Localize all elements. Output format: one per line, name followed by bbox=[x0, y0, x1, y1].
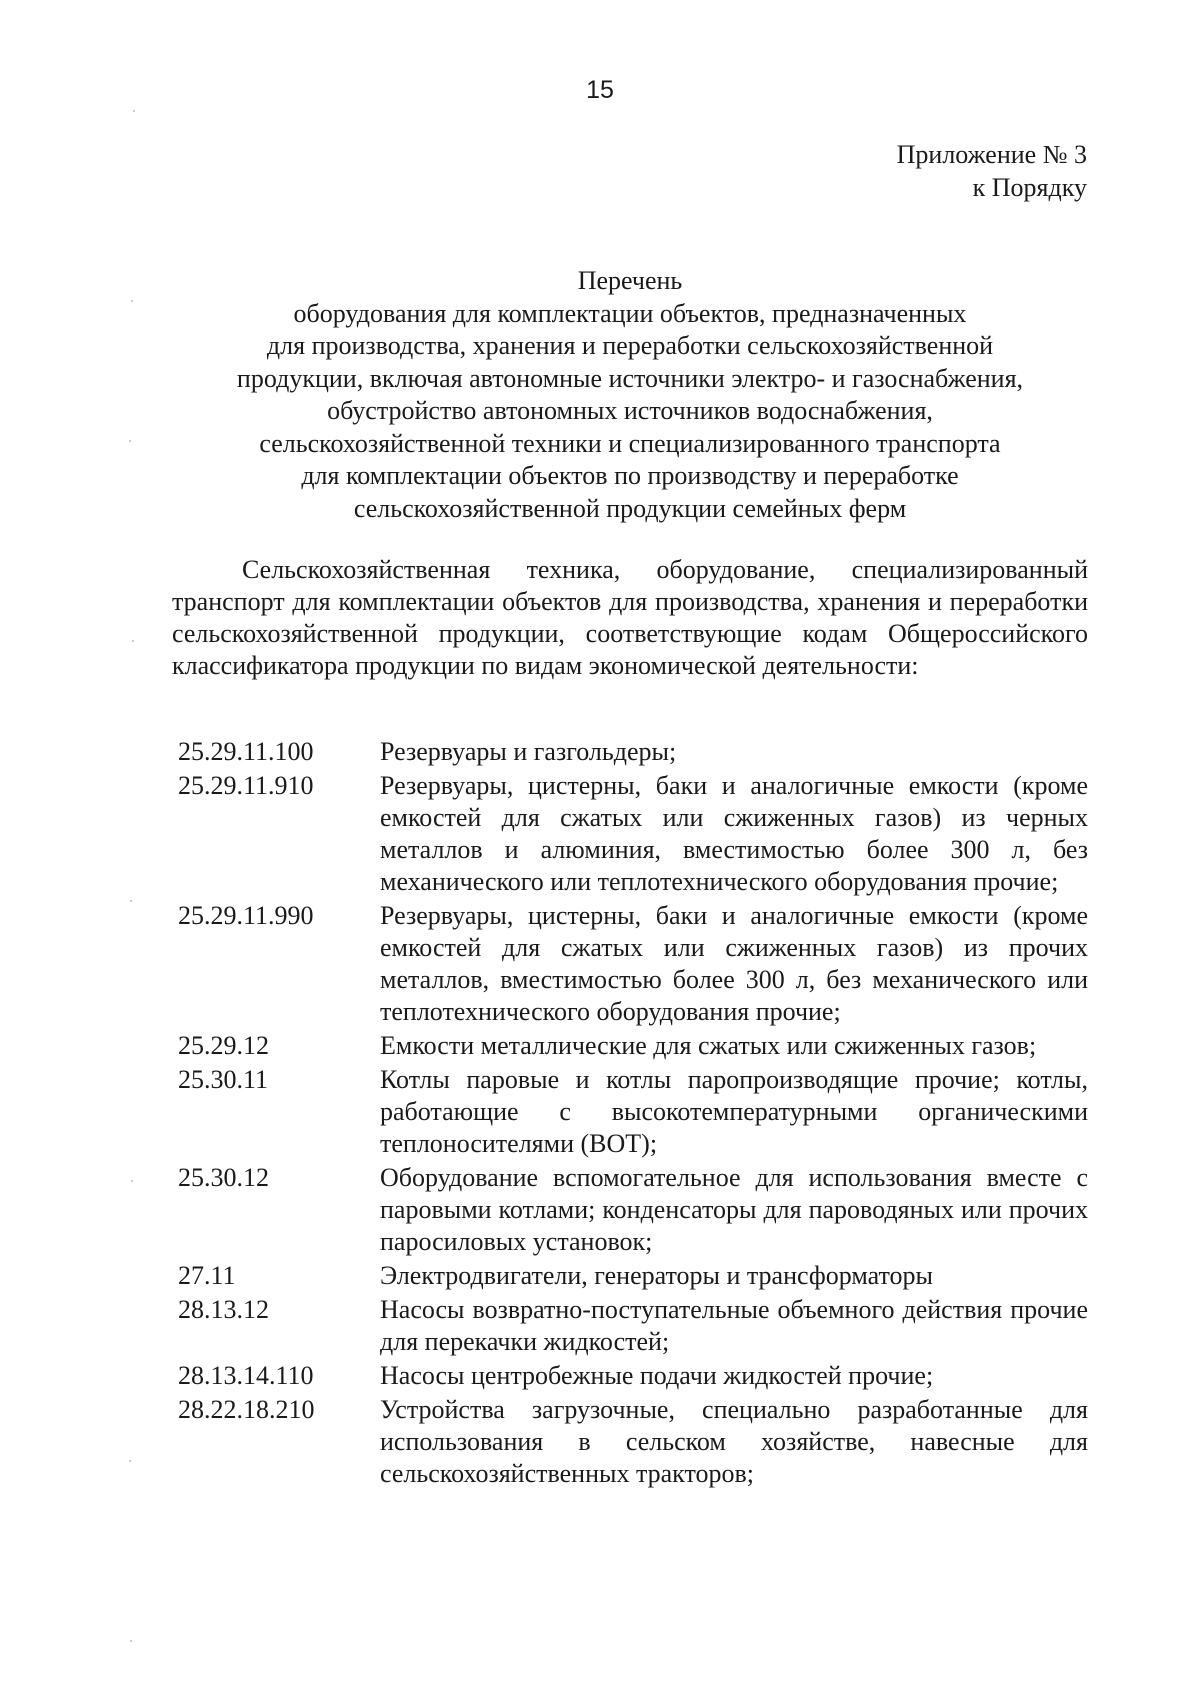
title-line: сельскохозяйственной продукции семейных ферм bbox=[353, 493, 907, 523]
title-line: сельскохозяйственной техники и специализированного транспорта bbox=[259, 428, 1001, 458]
scan-speck bbox=[130, 900, 132, 902]
item-description: Электродвигатели, генераторы и трансформаторы bbox=[380, 1261, 933, 1290]
code-list bbox=[178, 736, 1088, 1492]
intro-paragraph: Сельскохозяйственная техника, оборудование, специализированный транспорт для комплектации объектов для производства, хранения и переработки сельскохозяйственной продукции, соответствующие кодам Общероссийского классификатора продукции по видам экономической деятельности: bbox=[172, 555, 1088, 680]
item-description: Оборудование вспомогательное для использования вместе с паровыми котлами; конденсаторы для пароводяных или прочих паросиловых установок; bbox=[380, 1163, 1088, 1256]
item-description: Резервуары, цистерны, баки и аналогичные емкости (кроме емкостей для сжатых или сжиженных газов) из прочих металлов, вместимостью более 300 л, без механического или теплотехнического оборудования прочие; bbox=[380, 901, 1088, 1026]
item-code: 25.30.11 bbox=[178, 1065, 269, 1094]
title-line: для комплектации объектов по производству и переработке bbox=[301, 461, 959, 490]
appendix-reference bbox=[897, 138, 1087, 204]
item-code: 25.29.12 bbox=[178, 1031, 269, 1060]
list-item bbox=[178, 900, 1088, 1028]
item-code: 25.29.11.990 bbox=[178, 901, 314, 930]
page-number: 15 bbox=[586, 76, 614, 104]
list-item bbox=[178, 736, 1088, 768]
scan-speck bbox=[129, 1460, 131, 1462]
item-description: Насосы возвратно-поступательные объемного действия прочие для перекачки жидкостей; bbox=[380, 1295, 1088, 1356]
list-item bbox=[178, 1162, 1088, 1258]
title-line: продукции, включая автономные источники электро- и газоснабжения, bbox=[236, 363, 1024, 393]
list-item bbox=[178, 770, 1088, 898]
item-code: 25.29.11.100 bbox=[178, 737, 314, 766]
list-item bbox=[178, 1030, 1088, 1062]
item-code: 28.22.18.210 bbox=[178, 1395, 315, 1424]
item-code: 27.11 bbox=[178, 1261, 236, 1290]
scan-speck bbox=[129, 440, 131, 442]
list-item bbox=[178, 1394, 1088, 1490]
scan-speck bbox=[133, 110, 135, 112]
list-item bbox=[178, 1294, 1088, 1358]
item-description: Резервуары и газгольдеры; bbox=[380, 737, 677, 766]
list-item bbox=[178, 1360, 1088, 1392]
title-line: оборудования для комплектации объектов, предназначенных bbox=[293, 298, 967, 328]
item-description: Котлы паровые и котлы паропроизводящие прочие; котлы, работающие с высокотемпературными органическими теплоносителями (ВОТ); bbox=[380, 1065, 1088, 1158]
item-description: Насосы центробежные подачи жидкостей прочие; bbox=[380, 1361, 934, 1390]
scan-speck bbox=[131, 300, 133, 302]
title-line: обустройство автономных источников водоснабжения, bbox=[327, 396, 933, 425]
title-heading: Перечень bbox=[577, 266, 683, 295]
document-title bbox=[155, 265, 1105, 525]
scan-speck bbox=[130, 1640, 132, 1642]
item-code: 28.13.14.110 bbox=[178, 1361, 314, 1390]
list-item bbox=[178, 1064, 1088, 1160]
item-code: 25.29.11.910 bbox=[178, 771, 314, 800]
scan-speck bbox=[132, 640, 134, 642]
item-description: Резервуары, цистерны, баки и аналогичные емкости (кроме емкостей для сжатых или сжиженных газов) из черных металлов и алюминия, вместимостью более 300 л, без механического или теплотехнического оборудования прочие; bbox=[380, 771, 1088, 896]
appendix-target: к Порядку bbox=[972, 173, 1087, 202]
appendix-number: Приложение № 3 bbox=[896, 140, 1087, 169]
title-line: для производства, хранения и переработки сельскохозяйственной bbox=[266, 331, 994, 360]
item-description: Устройства загрузочные, специально разработанные для использования в сельском хозяйстве, навесные для сельскохозяйственных тракторов; bbox=[380, 1395, 1088, 1488]
scan-speck bbox=[131, 1180, 133, 1182]
item-code: 28.13.12 bbox=[178, 1295, 269, 1324]
item-code: 25.30.12 bbox=[178, 1163, 269, 1192]
item-description: Емкости металлические для сжатых или сжиженных газов; bbox=[380, 1031, 1037, 1060]
list-item bbox=[178, 1260, 1088, 1292]
